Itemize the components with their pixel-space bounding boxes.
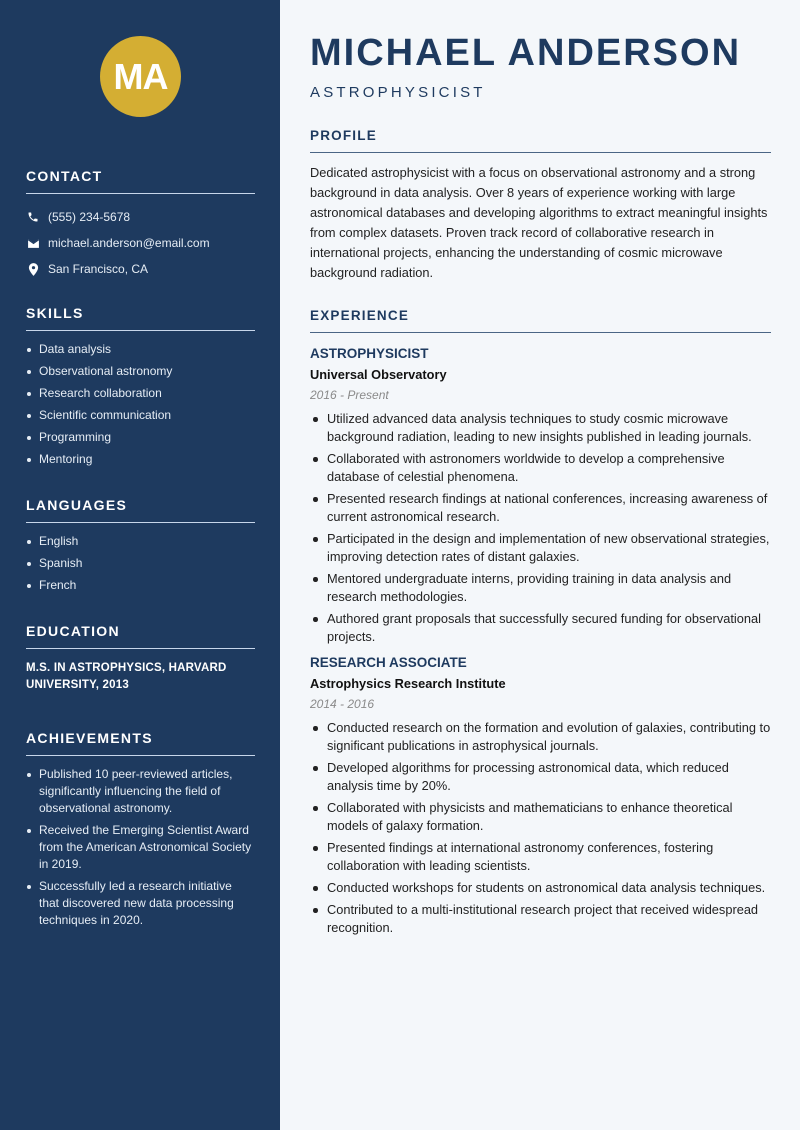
- language-item: Spanish: [26, 555, 255, 572]
- profile-text: Dedicated astrophysicist with a focus on observational astronomy and a strong background in data analysis. Over 8 years of experience working with large astronomical databases and developing algorithms to extract meaningful insights from complex datasets. Proven track record of collaborative research in international projects, enhancing the understanding of cosmic microwave background radiation.: [310, 165, 768, 280]
- skill-item: Data analysis: [26, 341, 255, 358]
- job-title: ASTROPHYSICIST: [310, 346, 429, 361]
- duty-item: Utilized advanced data analysis techniques to study cosmic microwave background radiation, leading to new insights published in leading journals.: [310, 410, 771, 446]
- experience-title: EXPERIENCE: [310, 308, 771, 333]
- skill-item: Observational astronomy: [26, 363, 255, 380]
- job-duties: [310, 719, 771, 937]
- language-item: English: [26, 533, 255, 550]
- profile-title: PROFILE: [310, 128, 771, 153]
- achievements-list: [26, 766, 255, 929]
- location-text: San Francisco, CA: [48, 262, 149, 276]
- achievements-section: [26, 730, 255, 934]
- achievement-item: Received the Emerging Scientist Award from the American Astronomical Society in 2019.: [26, 822, 255, 873]
- duty-item: Conducted research on the formation and evolution of galaxies, contributing to significant publications in astrophysical journals.: [310, 719, 771, 755]
- skills-list: [26, 341, 255, 468]
- duty-item: Presented findings at international astronomy conferences, fostering collaboration with leading scientists.: [310, 839, 771, 875]
- skill-item: Programming: [26, 429, 255, 446]
- duty-item: Collaborated with astronomers worldwide to develop a comprehensive database of celestial phenomena.: [310, 450, 771, 486]
- avatar: [100, 36, 181, 117]
- email-text[interactable]: michael.anderson@email.com: [48, 236, 210, 250]
- avatar-initials: MA: [113, 55, 168, 97]
- languages-list: [26, 533, 255, 594]
- contact-title: CONTACT: [26, 168, 255, 194]
- education-entry: M.S. IN ASTROPHYSICS, HARVARD UNIVERSITY, 2013: [26, 662, 227, 691]
- duty-item: Participated in the design and implementation of new observational strategies, improving detection rates of distant galaxies.: [310, 530, 771, 566]
- location-pin-icon: [26, 262, 40, 276]
- duty-item: Contributed to a multi-institutional research project that received widespread recognition.: [310, 901, 771, 937]
- job-entry: [310, 346, 771, 646]
- skill-item: Scientific communication: [26, 407, 255, 424]
- job-company: Universal Observatory: [310, 367, 447, 382]
- contact-email: [26, 230, 255, 256]
- skill-item: Mentoring: [26, 451, 255, 468]
- duty-item: Mentored undergraduate interns, providing training in data analysis and research methodologies.: [310, 570, 771, 606]
- phone-text[interactable]: (555) 234-5678: [48, 210, 131, 224]
- phone-icon: [26, 210, 40, 224]
- job-duties: [310, 410, 771, 646]
- education-section: [26, 623, 255, 694]
- job-company: Astrophysics Research Institute: [310, 676, 506, 691]
- duty-item: Collaborated with physicists and mathematicians to enhance theoretical models of galaxy formation.: [310, 799, 771, 835]
- languages-section: [26, 497, 255, 599]
- achievement-item: Successfully led a research initiative that discovered new data processing techniques in 2020.: [26, 878, 255, 929]
- language-item: French: [26, 577, 255, 594]
- candidate-name: MICHAEL ANDERSON: [310, 32, 742, 74]
- contact-phone: [26, 204, 255, 230]
- job-entry: [310, 655, 771, 937]
- skill-item: Research collaboration: [26, 385, 255, 402]
- contact-section: [26, 168, 255, 282]
- candidate-role: ASTROPHYSICIST: [310, 84, 486, 101]
- profile-section: [310, 128, 771, 283]
- job-dates: 2016 - Present: [310, 388, 389, 402]
- job-title: RESEARCH ASSOCIATE: [310, 655, 467, 670]
- achievements-title: ACHIEVEMENTS: [26, 730, 255, 756]
- achievement-item: Published 10 peer-reviewed articles, significantly influencing the field of observational astronomy.: [26, 766, 255, 817]
- duty-item: Authored grant proposals that successfully secured funding for observational projects.: [310, 610, 771, 646]
- duty-item: Conducted workshops for students on astronomical data analysis techniques.: [310, 879, 771, 897]
- skills-title: SKILLS: [26, 305, 255, 331]
- sidebar: [0, 0, 280, 1130]
- languages-title: LANGUAGES: [26, 497, 255, 523]
- duty-item: Developed algorithms for processing astronomical data, which reduced analysis time by 20%.: [310, 759, 771, 795]
- skills-section: [26, 305, 255, 473]
- education-title: EDUCATION: [26, 623, 255, 649]
- email-icon: [26, 236, 40, 250]
- job-dates: 2014 - 2016: [310, 697, 375, 711]
- experience-section: [310, 308, 771, 941]
- duty-item: Presented research findings at national conferences, increasing awareness of current astronomical research.: [310, 490, 771, 526]
- contact-location: [26, 256, 255, 282]
- contact-list: [26, 204, 255, 282]
